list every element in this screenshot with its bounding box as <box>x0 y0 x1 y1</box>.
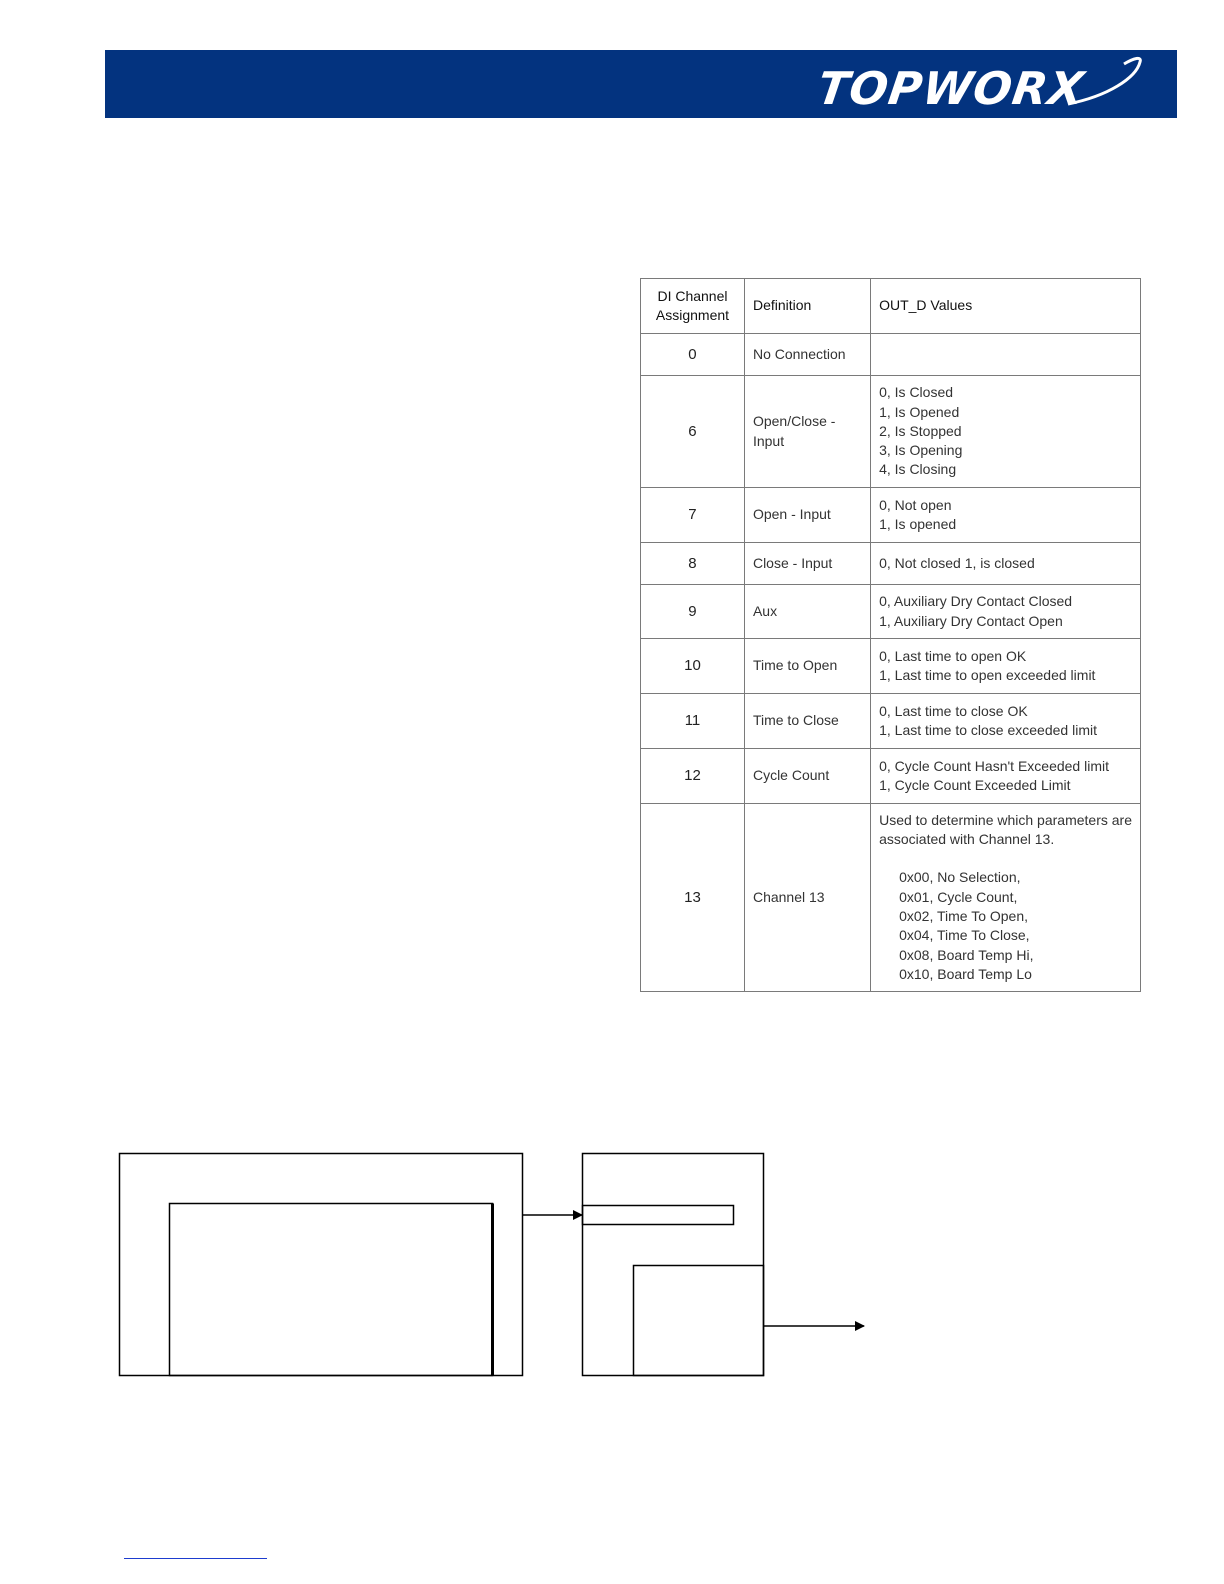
value-line: 0, Last time to close OK <box>879 702 1028 719</box>
header-channel: DI Channel Assignment <box>641 279 745 334</box>
brand-name: TOPWORX <box>814 62 1088 115</box>
values-cell <box>871 639 1141 694</box>
values-cell <box>871 334 1141 376</box>
definition-cell: Close - Input <box>744 543 870 585</box>
value-line: 1, Is opened <box>879 516 957 532</box>
definition-cell: Aux <box>744 585 870 639</box>
channel-cell: 13 <box>641 804 745 992</box>
channel-cell: 11 <box>641 694 745 749</box>
value-line: 0, Not closed 1, is closed <box>879 554 1035 571</box>
table-row <box>641 543 1141 585</box>
definition-cell: Open/Close - Input <box>744 376 870 488</box>
table-row <box>641 749 1141 804</box>
value-line: 0x01, Cycle Count, <box>899 888 1018 905</box>
value-line: 0, Cycle Count Hasn't Exceeded limit <box>879 757 1109 774</box>
header-values: OUT_D Values <box>871 279 1141 334</box>
value-line: 0x08, Board Temp Hi, <box>899 946 1034 963</box>
values-cell <box>871 488 1141 543</box>
table-row <box>641 639 1141 694</box>
value-line: 0, Is Closed <box>879 384 954 401</box>
definition-cell: Open - Input <box>744 488 870 543</box>
value-line: 0, Auxiliary Dry Contact Closed <box>879 593 1073 610</box>
value-line: 0x10, Board Temp Lo <box>899 965 1032 982</box>
table-header-row <box>641 279 1141 334</box>
values-cell <box>871 749 1141 804</box>
value-line: 1, Is Opened <box>879 403 960 420</box>
parameter-bar-block <box>583 1206 734 1225</box>
values-cell <box>871 694 1141 749</box>
value-line: 0x04, Time To Close, <box>899 927 1030 944</box>
definition-cell: Channel 13 <box>744 804 870 992</box>
definition-cell: Time to Open <box>744 639 870 694</box>
value-line: 1, Cycle Count Exceeded Limit <box>879 777 1071 793</box>
values-cell <box>871 543 1141 585</box>
value-line: 0x02, Time To Open, <box>899 908 1029 924</box>
footer-link-underline <box>124 1558 267 1559</box>
channel-cell: 7 <box>641 488 745 543</box>
value-line: 0x00, No Selection, <box>899 869 1021 886</box>
table-row <box>641 585 1141 639</box>
table-row <box>641 488 1141 543</box>
value-line: 1, Auxiliary Dry Contact Open <box>879 612 1063 629</box>
definition-cell: Time to Close <box>744 694 870 749</box>
values-cell <box>871 376 1141 488</box>
values-cell <box>871 585 1141 639</box>
table-row <box>641 804 1141 992</box>
intro-line: associated with Channel 13. <box>879 831 1055 848</box>
table-row <box>641 376 1141 488</box>
channel-cell: 8 <box>641 543 745 585</box>
value-line: 1, Last time to close exceeded limit <box>879 722 1097 738</box>
outer-block-right <box>583 1154 764 1376</box>
value-line: 2, Is Stopped <box>879 422 962 439</box>
channel-cell: 12 <box>641 749 745 804</box>
inner-block-right <box>634 1266 764 1376</box>
value-line: 0, Not open <box>879 496 952 513</box>
table-row <box>641 694 1141 749</box>
channel-cell: 0 <box>641 334 745 376</box>
value-line: 0, Last time to open OK <box>879 647 1027 664</box>
values-cell <box>871 804 1141 992</box>
header-definition: Definition <box>744 279 870 334</box>
value-spacer <box>879 849 1132 868</box>
value-line: 4, Is Closing <box>879 461 957 478</box>
value-line: 3, Is Opening <box>879 442 963 459</box>
table-row <box>641 334 1141 376</box>
logo-swoosh-icon <box>818 56 1148 114</box>
outer-block-left <box>120 1154 523 1376</box>
channel-cell: 10 <box>641 639 745 694</box>
value-line: 1, Last time to open exceeded limit <box>879 667 1096 683</box>
channel-cell: 6 <box>641 376 745 488</box>
channel-cell: 9 <box>641 585 745 639</box>
intro-line: Used to determine which parameters are <box>879 811 1132 828</box>
inner-block-left <box>170 1204 493 1376</box>
topworx-logo <box>814 56 1148 115</box>
definition-cell: No Connection <box>744 334 870 376</box>
definition-cell: Cycle Count <box>744 749 870 804</box>
di-channel-table <box>640 278 1141 992</box>
